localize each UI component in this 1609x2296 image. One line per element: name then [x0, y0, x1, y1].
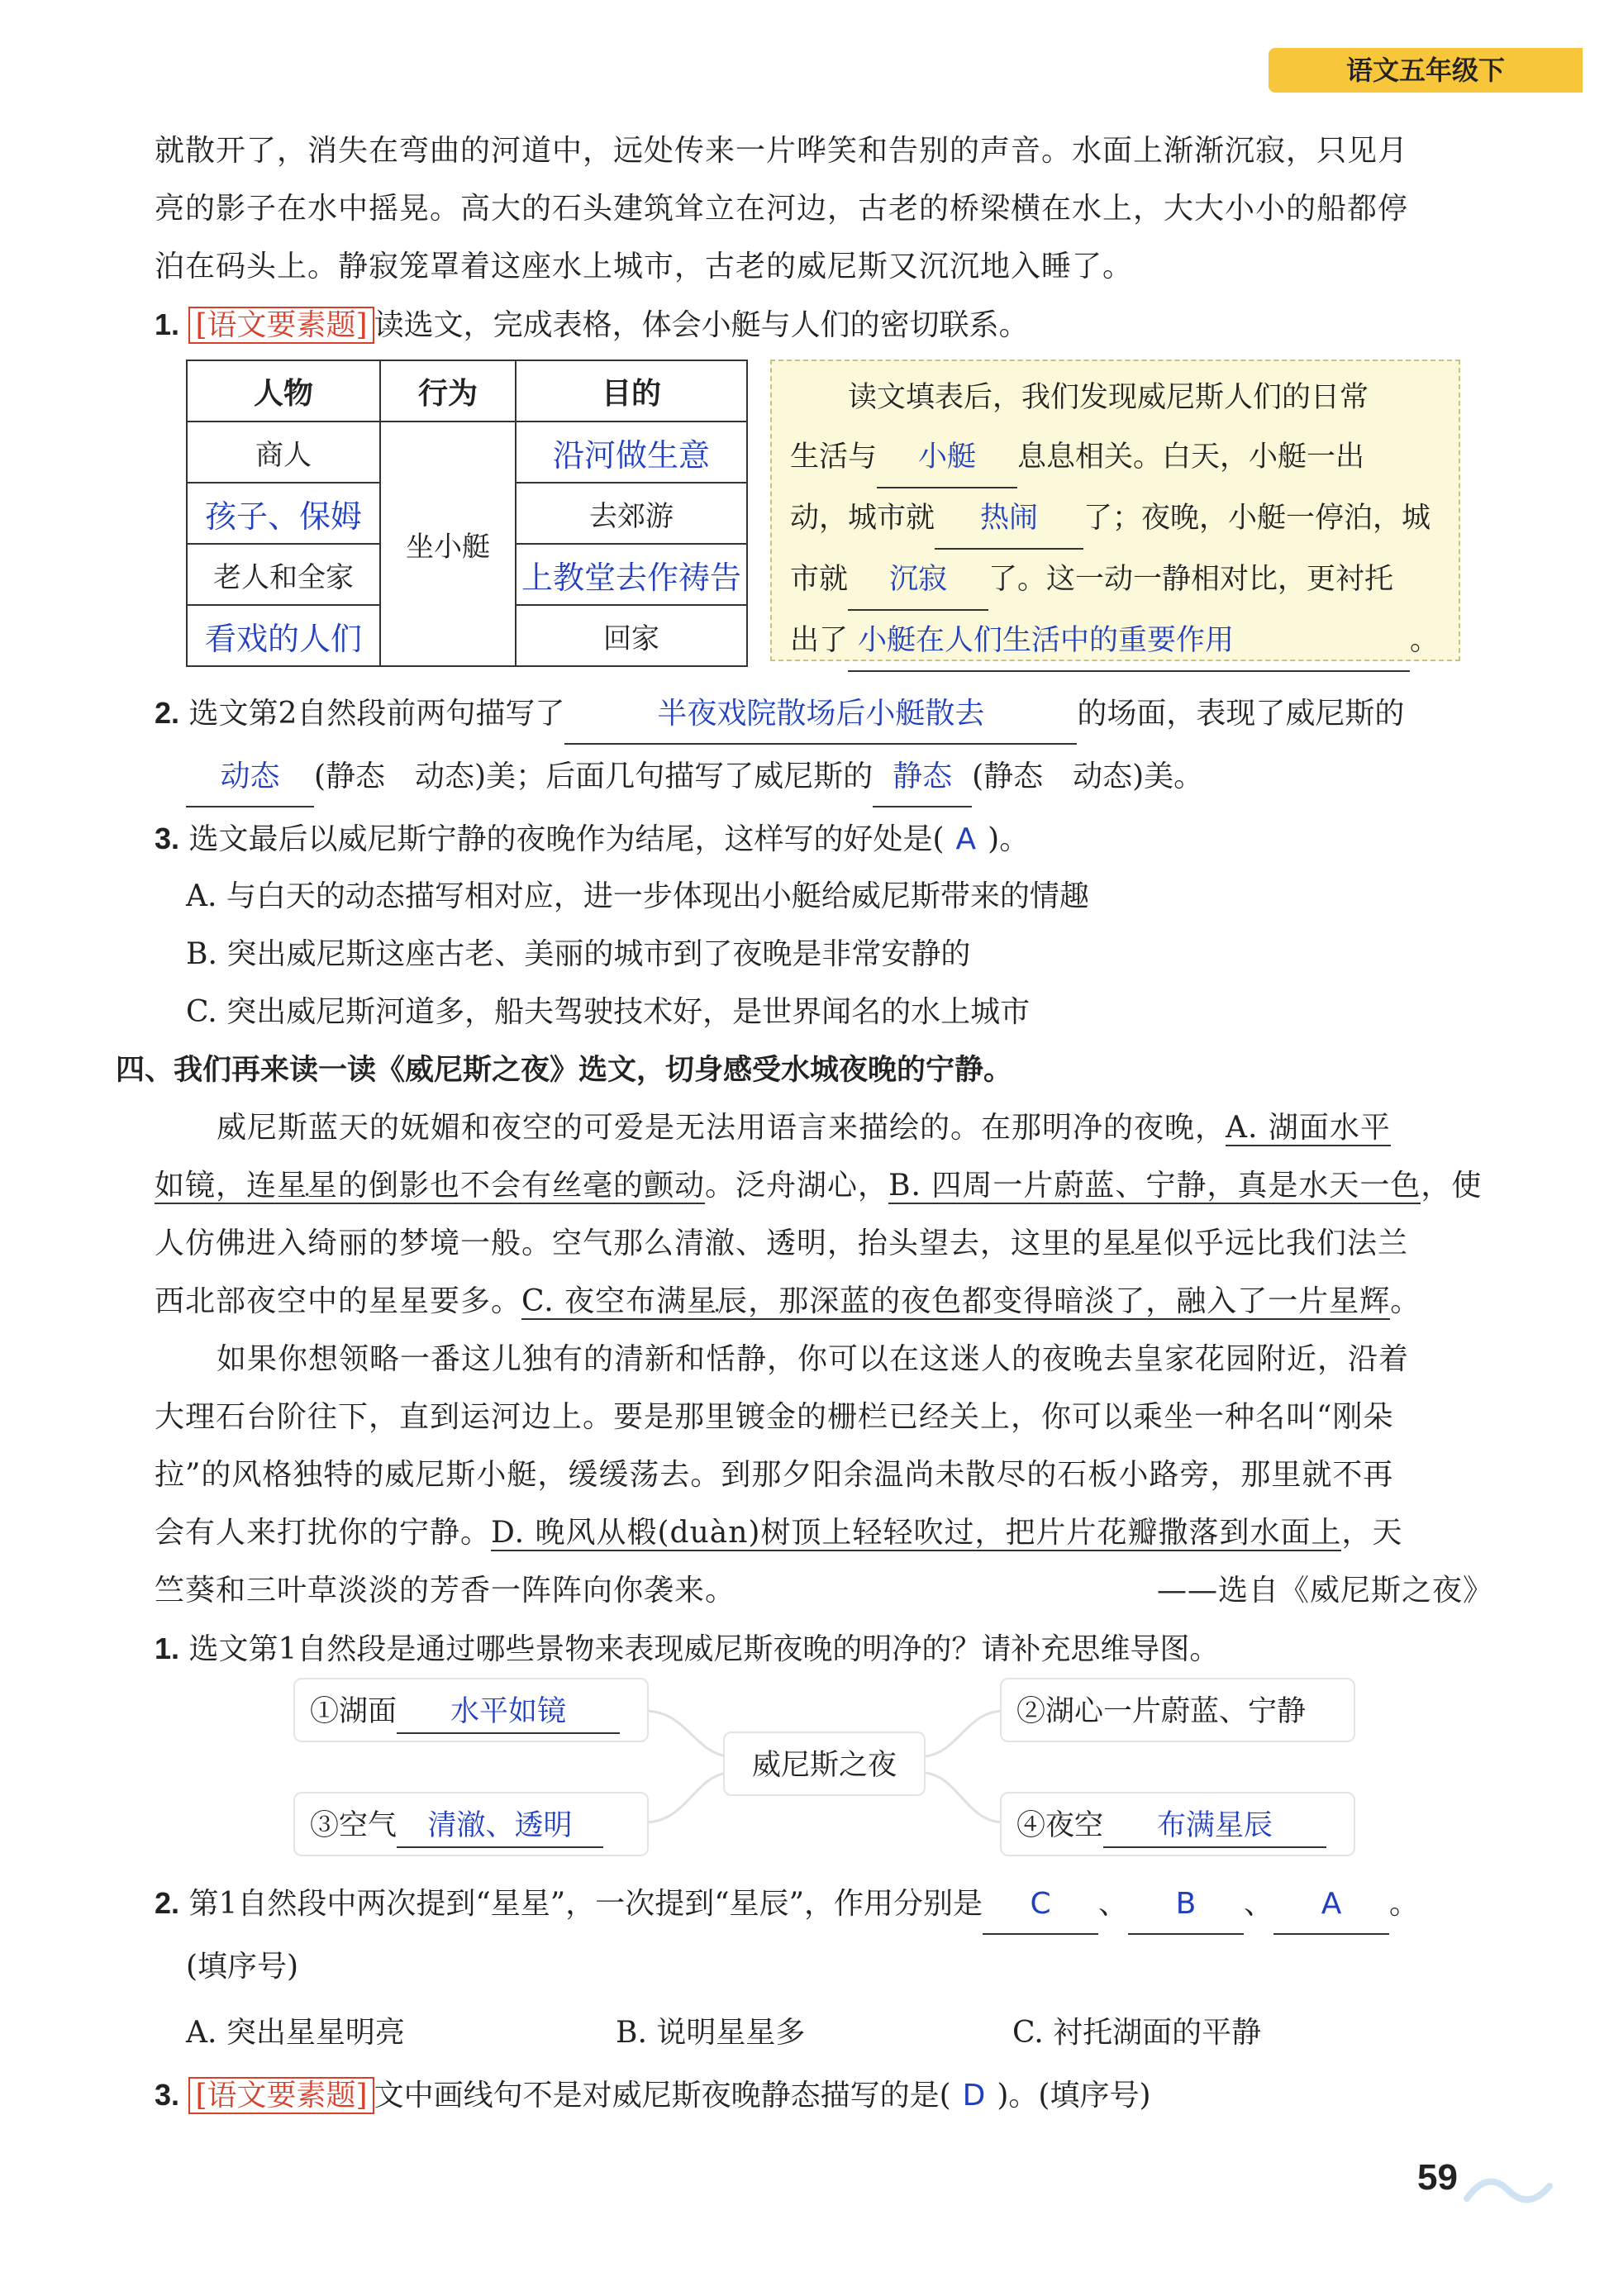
- answer-blank: 水平如镜: [397, 1691, 620, 1734]
- s4-text: 人仿佛进入绮丽的梦境一般。空气那么清澈、透明，抬头望去，这里的: [155, 1227, 1103, 1260]
- summary-text: 出了: [790, 624, 849, 657]
- mindmap-node-3: [293, 1792, 649, 1856]
- s4-text: 。: [1390, 1284, 1421, 1318]
- underlined-sentence-a: A. 湖面水平: [1226, 1111, 1391, 1145]
- summary-text: 息息相关。白天，小艇一出: [1017, 441, 1365, 474]
- wave-decoration-icon: [1463, 2165, 1554, 2207]
- answer-choice: A: [955, 822, 977, 856]
- question-number: 2.: [155, 1886, 180, 1920]
- answer-blank: 清澈、透明: [397, 1805, 603, 1848]
- grade-badge: 语文五年级下: [1269, 48, 1583, 93]
- answer-blank: 动态: [186, 748, 314, 807]
- question-tag: [语文要素题]: [188, 2077, 374, 2114]
- separator: 、: [1244, 1887, 1274, 1921]
- question-number: 1.: [155, 1631, 180, 1665]
- cell-purpose-answer: 沿河做生意: [516, 422, 747, 483]
- fill-note: (填序号): [186, 1950, 299, 1984]
- option-c: C. 突出威尼斯河道多，船夫驾驶技术好，是世界闻名的水上城市: [186, 995, 1031, 1029]
- separator: 、: [1098, 1887, 1129, 1921]
- s4-text: 威尼斯蓝天的妩媚和夜空的可爱是无法用语言来描绘的。在那明净的夜晚，: [217, 1111, 1226, 1145]
- summary-line: 读文填表后，我们发现威尼斯人们的日常: [848, 381, 1369, 414]
- mindmap-node-4: [1000, 1792, 1355, 1856]
- question-number: 3.: [155, 822, 180, 855]
- answer-choice: D: [962, 2079, 986, 2113]
- underlined-sentence-a: 的倒影也不会有丝毫的颤动: [338, 1169, 706, 1203]
- question-text: 选文最后以威尼斯宁静的夜晚作为结尾，这样写的好处是(: [188, 822, 945, 856]
- passage-line: 泊在码头上。静寂笼罩着这座水上城市，古老的威尼斯又沉沉地入睡了。: [155, 250, 1134, 283]
- question-text: 。: [1389, 1887, 1420, 1921]
- s4-question-3: [155, 2066, 1151, 2125]
- answer-blank: 热闹: [935, 488, 1083, 550]
- answer-blank: 布满星辰: [1103, 1805, 1326, 1848]
- question-text: 的场面，表现了威尼斯的: [1077, 697, 1405, 731]
- answer-blank: 静态: [873, 748, 972, 807]
- question-text: 选文第1自然段是通过哪些景物来表现威尼斯夜晚的明净的？请补充思维导图。: [188, 1632, 1220, 1666]
- option-a: A. 突出星星明亮: [186, 2016, 405, 2050]
- dotted-word: 星辰 ·: [687, 1284, 748, 1320]
- question-number: 3.: [155, 2078, 180, 2112]
- question-number: 2.: [155, 696, 180, 730]
- option-b: B. 突出威尼斯这座古老、美丽的城市到了夜晚是非常安静的: [186, 937, 971, 971]
- question-text: 选文第2自然段前两句描写了: [188, 697, 565, 731]
- answer-blank: A: [1273, 1875, 1389, 1935]
- cell-purpose: 去郊游: [516, 483, 747, 544]
- option-c: C. 衬托湖面的平静: [1012, 2016, 1262, 2050]
- s4-text: ，使: [1421, 1169, 1483, 1203]
- s4-text: 西北部夜空中的星星要多。: [155, 1284, 522, 1318]
- s4-question-2: [155, 1874, 1419, 1935]
- question-text: )。(填序号): [997, 2079, 1151, 2113]
- underlined-sentence-c: C. 夜空布满: [521, 1284, 688, 1318]
- s4-text: 会有人来打扰你的宁静。: [155, 1516, 492, 1550]
- question-text: 文中画线句不是对威尼斯夜晚静态描写的是(: [374, 2079, 951, 2113]
- page-number: 59: [1417, 2157, 1458, 2198]
- s4-line: 如果你想领略一番这儿独有的清新和恬静，你可以在这迷人的夜晚去皇家花园附近，沿着: [217, 1342, 1410, 1376]
- answer-blank: B: [1128, 1875, 1244, 1935]
- passage-line: 亮的影子在水中摇晃。高大的石头建筑耸立在河边，古老的桥梁横在水上，大大小小的船都停: [155, 192, 1409, 226]
- answer-blank: 沉寂: [848, 550, 988, 611]
- summary-text: 市就: [790, 563, 849, 596]
- question-text: (静态 动态)美。: [972, 760, 1204, 793]
- s4-line: 大理石台阶往下，直到运河边上。要是那里镀金的栅栏已经关上，你可以乘坐一种名叫“刚朵: [155, 1400, 1394, 1434]
- s4-text: 。泛舟湖心，: [705, 1169, 889, 1203]
- question-text: (静态 动态)美；后面几句描写了威尼斯的: [314, 760, 874, 793]
- question-text: 读选文，完成表格，体会小艇与人们的密切联系。: [374, 308, 1029, 342]
- question-number: 1.: [155, 307, 180, 341]
- cell-purpose: 回家: [516, 605, 747, 666]
- s4-line: 拉”的风格独特的威尼斯小艇，缓缓荡去。到那夕阳余温尚未散尽的石板小路旁，那里就不再: [155, 1458, 1394, 1492]
- underlined-sentence-a: 如镜，连: [155, 1169, 278, 1203]
- option-b: B. 说明星星多: [616, 2016, 806, 2050]
- underlined-sentence-d: D. 晚风从椴(duàn)树顶上轻轻吹过，把片片花瓣撒落到水面上: [491, 1516, 1342, 1550]
- summary-text: 生活与: [790, 441, 878, 474]
- node-label: ①湖面: [310, 1695, 397, 1728]
- passage-line: 就散开了，消失在弯曲的河道中，远处传来一片哗笑和告别的声音。水面上渐渐沉寂，只见月: [155, 134, 1409, 168]
- node-label: ③空气: [310, 1809, 397, 1842]
- summary-text: 了。这一动一静相对比，更衬托: [988, 563, 1394, 596]
- s4-line: 竺葵和三叶草淡淡的芳香一阵阵向你袭来。: [155, 1574, 736, 1608]
- question-text: )。: [988, 822, 1030, 856]
- cell-person: 老人和全家: [187, 544, 380, 605]
- underlined-sentence-c: ，那深蓝的夜色都变得暗淡了，融入了一片星辉: [748, 1284, 1391, 1318]
- dotted-word: 星星 ·: [277, 1169, 338, 1204]
- answer-blank: C: [983, 1875, 1098, 1935]
- s4-text: ，天: [1341, 1516, 1403, 1550]
- mindmap-center: 威尼斯之夜: [723, 1732, 926, 1796]
- source-citation: ——选自《威尼斯之夜》: [1157, 1574, 1494, 1608]
- col-header-person: 人物: [187, 360, 380, 422]
- answer-blank: 小艇在人们生活中的重要作用: [848, 611, 1410, 672]
- cell-person: 商人: [187, 422, 380, 483]
- mindmap-node-1: [293, 1678, 649, 1742]
- cell-behavior: 坐小艇: [380, 422, 516, 666]
- node-label: ④夜空: [1016, 1809, 1104, 1842]
- cell-purpose-answer: 上教堂去作祷告: [516, 544, 747, 605]
- col-header-behavior: 行为: [380, 360, 516, 422]
- summary-text: 动，城市就: [790, 502, 935, 535]
- option-a: A. 与白天的动态描写相对应，进一步体现出小艇给威尼斯带来的情趣: [186, 879, 1089, 913]
- section-4-title: 四、我们再来读一读《威尼斯之夜》选文，切身感受水城夜晚的宁静。: [116, 1054, 1013, 1087]
- underlined-sentence-b: B. 四周一片蔚蓝、宁静，真是水天一色: [888, 1169, 1421, 1203]
- answer-blank: 半夜戏院散场后小艇散去: [564, 685, 1077, 745]
- summary-text: 了；夜晚，小艇一停泊，城: [1083, 502, 1431, 535]
- question-text: 第1自然段中两次提到“星星”，一次提到“星辰”，作用分别是: [188, 1887, 983, 1921]
- mindmap-node-2: ②湖心一片蔚蓝、宁静: [1000, 1678, 1355, 1742]
- s4-text: 似乎远比我们法兰: [1164, 1227, 1409, 1260]
- cell-person-answer: 孩子、保姆: [187, 483, 380, 544]
- question-tag: [语文要素题]: [188, 307, 374, 344]
- dotted-word: 星星: [1102, 1227, 1164, 1260]
- answer-blank: 小艇: [877, 427, 1017, 488]
- summary-text: 。: [1410, 624, 1440, 657]
- col-header-purpose: 目的: [516, 360, 747, 422]
- cell-person-answer: 看戏的人们: [187, 605, 380, 666]
